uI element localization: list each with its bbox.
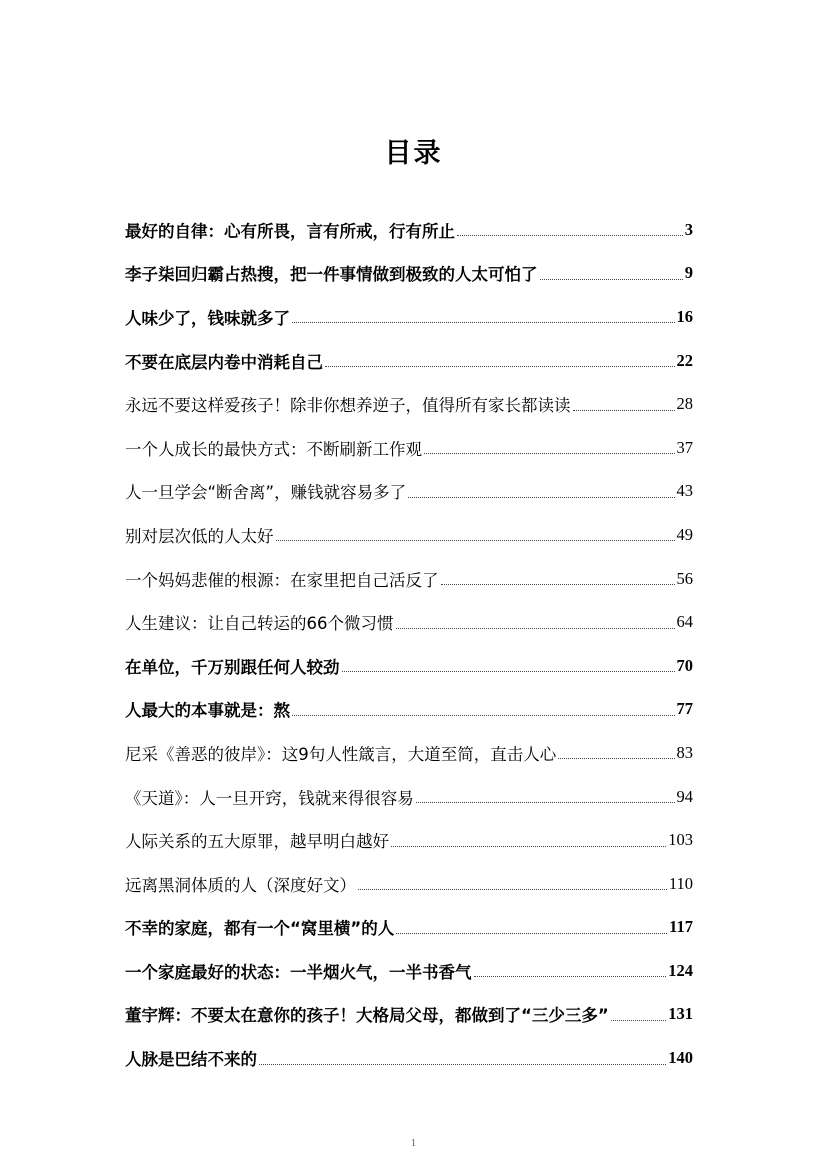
dot-leader [396, 933, 667, 934]
toc-entry[interactable] [125, 644, 693, 688]
toc-entry[interactable] [125, 731, 693, 775]
toc-entry-title: 在单位，千万别跟任何人较劲 [125, 657, 340, 677]
toc-entry[interactable] [125, 295, 693, 339]
page-title: 目录 [384, 138, 443, 169]
toc-entry-page-number: 49 [676, 524, 693, 544]
toc-entry-title: 人生建议：让自己转运的66个微习惯 [125, 614, 394, 634]
dot-leader [611, 1020, 667, 1021]
toc-entry-page-number: 43 [676, 481, 693, 501]
dot-leader [416, 802, 675, 803]
toc-entry[interactable] [125, 775, 693, 819]
dot-leader [457, 235, 683, 236]
toc-entry[interactable] [125, 382, 693, 426]
toc-entry-title: 远离黑洞体质的人（深度好文） [125, 875, 356, 895]
toc-entry-title: 人最大的本事就是：熬 [125, 701, 290, 721]
toc-entry[interactable] [125, 513, 693, 557]
toc-entry[interactable] [125, 470, 693, 514]
toc-entry-title: 一个家庭最好的状态：一半烟火气，一半书香气 [125, 962, 472, 982]
dot-leader [474, 976, 667, 977]
toc-entry-page-number: 64 [676, 612, 693, 632]
dot-leader [276, 540, 675, 541]
toc-entry[interactable] [125, 208, 693, 252]
dot-leader [358, 889, 667, 890]
page-number: 1 [411, 1138, 416, 1149]
toc-entry-title: 尼采《善恶的彼岸》：这9句人性箴言，大道至简，直击人心 [125, 744, 557, 764]
toc-entry-page-number: 94 [676, 786, 693, 806]
toc-entry[interactable] [125, 818, 693, 862]
toc-entry[interactable] [125, 862, 693, 906]
dot-leader [424, 453, 675, 454]
dot-leader [325, 366, 675, 367]
toc-entry-title: 别对层次低的人太好 [125, 526, 274, 546]
table-of-contents [125, 208, 693, 1080]
toc-entry-title: 人脉是巴结不来的 [125, 1050, 257, 1070]
toc-entry-page-number: 22 [676, 350, 693, 370]
toc-entry[interactable] [125, 993, 693, 1037]
toc-entry-title: 人一旦学会“断舍离”，赚钱就容易多了 [125, 483, 407, 503]
toc-entry[interactable] [125, 688, 693, 732]
toc-entry[interactable] [125, 252, 693, 296]
toc-entry-page-number: 16 [676, 306, 693, 326]
dot-leader [573, 410, 675, 411]
toc-entry[interactable] [125, 949, 693, 993]
toc-entry[interactable] [125, 557, 693, 601]
dot-leader [558, 758, 674, 759]
toc-entry[interactable] [125, 1036, 693, 1080]
toc-entry-title: 人际关系的五大原罪，越早明白越好 [125, 832, 389, 852]
toc-entry-title: 最好的自律：心有所畏，言有所戒，行有所止 [125, 221, 455, 241]
toc-entry-title: 《天道》：人一旦开窍，钱就来得很容易 [125, 788, 414, 808]
dot-leader [342, 671, 675, 672]
toc-entry-page-number: 131 [668, 1004, 693, 1024]
toc-entry-page-number: 103 [668, 830, 693, 850]
toc-entry-title: 永远不要这样爱孩子！除非你想养逆子，值得所有家长都读读 [125, 396, 571, 416]
toc-entry-page-number: 83 [676, 742, 693, 762]
toc-entry-page-number: 3 [684, 219, 693, 239]
dot-leader [292, 715, 675, 716]
toc-entry-page-number: 37 [676, 437, 693, 457]
dot-leader [408, 497, 674, 498]
toc-entry[interactable] [125, 426, 693, 470]
toc-entry-title: 不要在底层内卷中消耗自己 [125, 352, 323, 372]
toc-entry-title: 不幸的家庭，都有一个“窝里横”的人 [125, 919, 395, 939]
toc-entry[interactable] [125, 339, 693, 383]
dot-leader [441, 584, 675, 585]
toc-entry-title: 一个妈妈悲催的根源：在家里把自己活反了 [125, 570, 439, 590]
toc-entry-page-number: 9 [684, 263, 693, 283]
toc-entry-title: 一个人成长的最快方式：不断刷新工作观 [125, 439, 422, 459]
toc-entry-page-number: 70 [676, 655, 693, 675]
dot-leader [391, 846, 666, 847]
toc-entry-page-number: 140 [668, 1048, 693, 1068]
toc-entry[interactable] [125, 600, 693, 644]
toc-entry-page-number: 28 [676, 394, 693, 414]
toc-entry-title: 李子柒回归霸占热搜，把一件事情做到极致的人太可怕了 [125, 265, 538, 285]
dot-leader [292, 322, 675, 323]
dot-leader [396, 628, 675, 629]
toc-entry[interactable] [125, 906, 693, 950]
dot-leader [540, 279, 683, 280]
toc-entry-page-number: 77 [676, 699, 693, 719]
toc-entry-page-number: 56 [676, 568, 693, 588]
toc-entry-title: 董宇辉：不要太在意你的孩子！大格局父母，都做到了“三少三多” [125, 1006, 609, 1026]
toc-entry-page-number: 124 [668, 960, 693, 980]
dot-leader [259, 1064, 666, 1065]
toc-entry-page-number: 117 [669, 917, 693, 937]
toc-entry-title: 人味少了，钱味就多了 [125, 308, 290, 328]
toc-entry-page-number: 110 [668, 873, 693, 893]
